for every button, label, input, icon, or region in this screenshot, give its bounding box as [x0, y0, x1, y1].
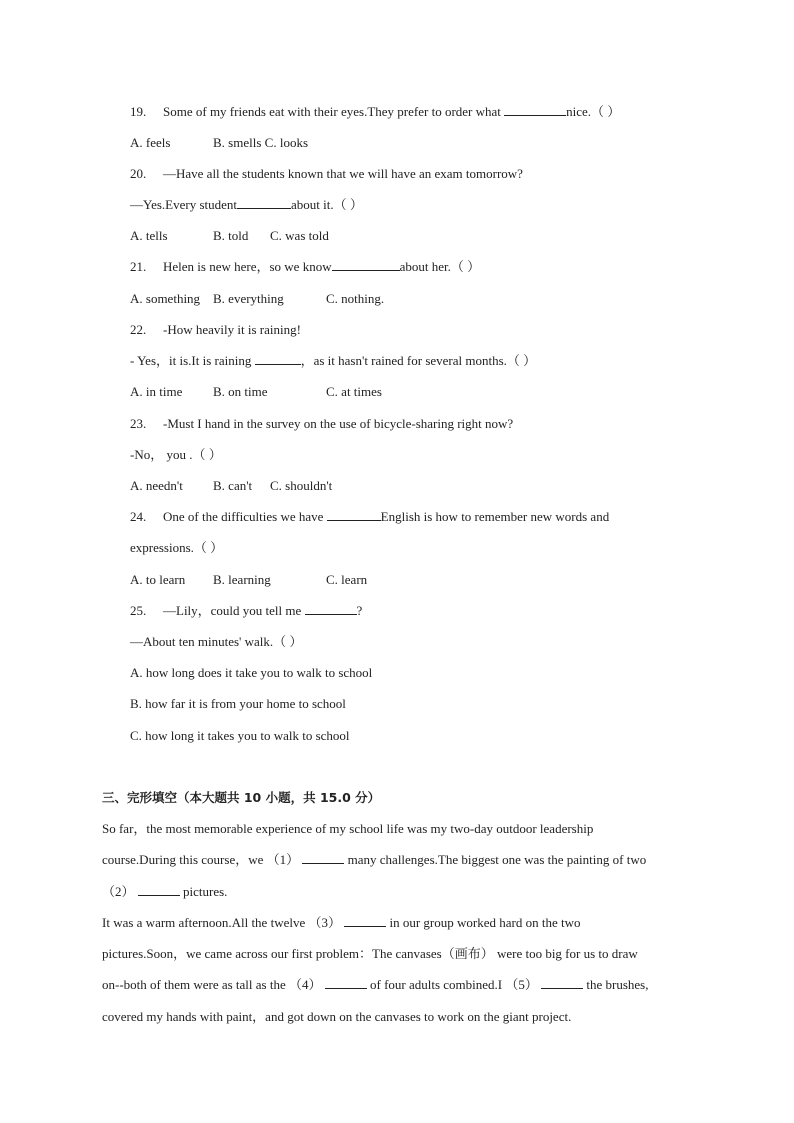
answer-paren: （ ）	[333, 197, 363, 212]
answer-paren: （ ）	[506, 353, 537, 368]
question-22	[130, 321, 301, 339]
question-text-after: about her.	[399, 259, 451, 274]
passage-line-6	[102, 976, 649, 994]
question-19	[130, 103, 620, 121]
question-number: 25.	[130, 603, 147, 618]
option-a: A. to learn	[130, 572, 186, 587]
answer-blank	[255, 352, 301, 365]
answer-blank	[332, 258, 400, 271]
option-25-a: A. how long does it take you to walk to school	[130, 665, 373, 680]
answer-blank	[305, 602, 357, 615]
passage-text: on--both of them were as tall as the （4）	[102, 977, 325, 992]
question-number: 22.	[130, 322, 147, 337]
question-text: - Yes，it is.It is raining	[130, 353, 255, 368]
question-text: Some of my friends eat with their eyes.They prefer to order what	[163, 104, 505, 119]
question-text: —Have all the students known that we will have an exam tomorrow?	[163, 166, 523, 181]
question-text-after: ?	[356, 603, 363, 618]
question-23	[130, 415, 513, 433]
answer-blank	[237, 196, 291, 209]
option-b: B. told	[213, 228, 249, 243]
question-text-after: ，as it hasn't rained for several months.	[300, 353, 507, 368]
option-25-b: B. how far it is from your home to school	[130, 696, 346, 711]
question-20-line2	[130, 196, 363, 214]
question-25-line2	[130, 633, 302, 651]
passage-line-5: pictures.Soon，we came across our first problem：The canvases（画布） were too big for us to draw	[102, 946, 638, 961]
options-22	[130, 383, 382, 401]
passage-text: the brushes,	[583, 977, 649, 992]
options-21	[130, 290, 384, 308]
passage-text: of four adults combined.I （5）	[366, 977, 542, 992]
option-c: C. learn	[326, 572, 368, 587]
passage-text: in our group worked hard on the two	[386, 915, 581, 930]
option-a: A. in time	[130, 384, 183, 399]
cloze-blank-4	[325, 976, 367, 989]
question-number: 24.	[130, 509, 147, 524]
options-20	[130, 227, 329, 245]
question-number: 23.	[130, 416, 147, 431]
answer-paren: （ ）	[591, 104, 621, 119]
answer-paren: （ ）	[273, 634, 303, 649]
passage-text: pictures.	[179, 884, 228, 899]
option-a: A. something	[130, 291, 201, 306]
option-b: B. on time	[213, 384, 268, 399]
question-21	[130, 258, 480, 276]
passage-text: （2）	[102, 884, 138, 899]
options-24	[130, 571, 367, 589]
question-text-after: nice.	[566, 104, 592, 119]
question-text: expressions.	[130, 540, 194, 555]
cloze-blank-3	[344, 914, 386, 927]
passage-line-3	[102, 883, 227, 901]
options-19	[130, 134, 308, 152]
passage-text: course.During this course，we （1）	[102, 852, 303, 867]
passage-line-7: covered my hands with paint，and got down on the canvases to work on the giant project.	[102, 1009, 572, 1024]
option-c: C. shouldn't	[270, 478, 333, 493]
passage-line-2	[102, 851, 646, 869]
option-c: C. was told	[270, 228, 329, 243]
answer-paren: （ ）	[450, 259, 481, 274]
question-text-after: about it.	[291, 197, 334, 212]
question-text: -No， you .	[130, 447, 193, 462]
answer-blank	[327, 508, 381, 521]
question-text: One of the difficulties we have	[163, 509, 327, 524]
question-text: —Lily，could you tell me	[163, 603, 305, 618]
answer-paren: （ ）	[193, 540, 224, 555]
section-title: 三、完形填空（本大题共 10 小题，共 15.0 分）	[102, 790, 381, 805]
cloze-blank-1	[302, 851, 344, 864]
passage-line-1: So far，the most memorable experience of my school life was my two-day outdoor leadership	[102, 821, 594, 836]
question-text: —Yes.Every student	[130, 197, 238, 212]
options-23	[130, 477, 332, 495]
option-b: B. learning	[213, 572, 271, 587]
option-a: A. feels	[130, 135, 171, 150]
cloze-blank-2	[138, 883, 180, 896]
option-b: B. everything	[213, 291, 284, 306]
question-23-line2	[130, 446, 222, 464]
option-25-c: C. how long it takes you to walk to school	[130, 728, 350, 743]
question-25	[130, 602, 362, 620]
question-24	[130, 508, 609, 526]
question-text-after: English is how to remember new words and	[380, 509, 610, 524]
option-c: C. nothing.	[326, 291, 385, 306]
passage-text: It was a warm afternoon.All the twelve （3）	[102, 915, 345, 930]
option-c: C. at times	[326, 384, 382, 399]
question-text: -Must I hand in the survey on the use of bicycle-sharing right now?	[163, 416, 514, 431]
question-number: 21.	[130, 259, 147, 274]
passage-line-4	[102, 914, 580, 932]
question-20	[130, 165, 523, 183]
option-a: A. tells	[130, 228, 168, 243]
question-number: 20.	[130, 166, 147, 181]
option-c: C. looks	[264, 135, 308, 150]
option-b: B. can't	[213, 478, 253, 493]
cloze-blank-5	[541, 976, 583, 989]
answer-blank	[504, 103, 566, 116]
question-text: Helen is new here，so we know	[163, 259, 332, 274]
passage-text: many challenges.The biggest one was the painting of two	[344, 852, 647, 867]
question-text: -How heavily it is raining!	[163, 322, 301, 337]
question-text: —About ten minutes' walk.	[130, 634, 274, 649]
answer-paren: （ ）	[192, 447, 222, 462]
option-b: B. smells	[213, 135, 262, 150]
option-a: A. needn't	[130, 478, 183, 493]
question-number: 19.	[130, 104, 147, 119]
question-22-line2	[130, 352, 536, 370]
question-24-line2	[130, 539, 223, 557]
